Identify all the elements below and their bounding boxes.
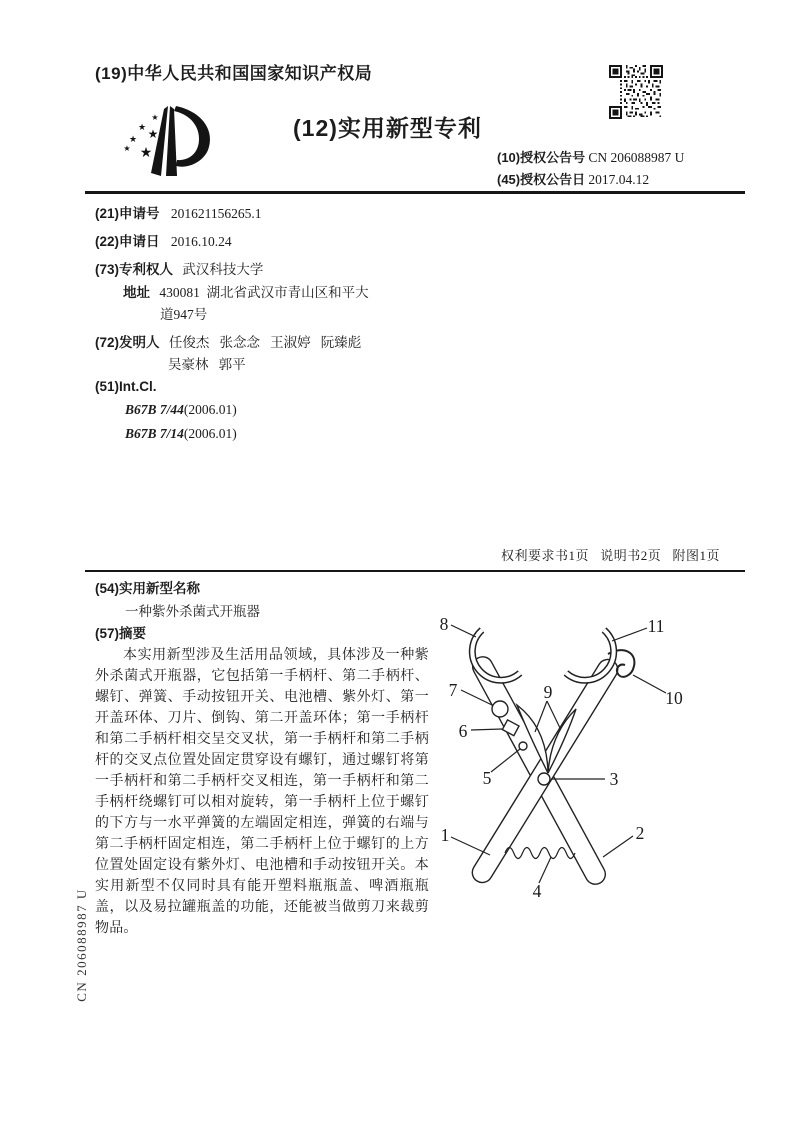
- bottle-opener-drawing: [420, 588, 800, 933]
- application-date-label: (22)申请日: [95, 234, 160, 249]
- figure-label-11: 11: [647, 616, 665, 636]
- figure-label-1: 1: [440, 825, 450, 845]
- utility-model-name: 一种紫外杀菌式开瓶器: [125, 604, 260, 619]
- application-date-value: 2016.10.24: [170, 234, 232, 249]
- address-label: 地址: [123, 285, 150, 300]
- abstract-label: (57)摘要: [95, 626, 147, 641]
- svg-text:★: ★: [128, 134, 138, 144]
- address-row: [123, 281, 369, 301]
- publication-date-label: (45)授权公告日: [497, 172, 586, 187]
- publication-number-value: CN 206088987 U: [588, 150, 685, 165]
- svg-text:★: ★: [147, 127, 159, 141]
- intcl-code-2: B67B 7/14: [125, 426, 184, 441]
- patentee-label: (73)专利权人: [95, 262, 174, 277]
- address-line2: 道947号: [160, 307, 208, 322]
- intcl-version-2: (2006.01): [183, 426, 237, 441]
- publication-number-label: (10)授权公告号: [497, 150, 586, 165]
- application-number-label: (21)申请号: [95, 206, 160, 221]
- inventors-line1: 任俊杰 张念念 王淑婷 阮臻彪: [168, 335, 362, 350]
- cnipa-logo: [118, 95, 236, 195]
- uv-lamp: [492, 701, 508, 717]
- intcl-entry-2: [125, 426, 237, 442]
- figure-label-6: 6: [458, 721, 468, 741]
- svg-text:★: ★: [123, 144, 131, 153]
- intcl-code-1: B67B 7/44: [125, 402, 184, 417]
- figure-label-3: 3: [609, 769, 619, 789]
- inventors-row: [95, 331, 361, 351]
- document-type-title: (12)实用新型专利: [293, 115, 482, 141]
- inventors-label: (72)发明人: [95, 335, 160, 350]
- patent-office-name: (19)中华人民共和国国家知识产权局: [95, 64, 373, 83]
- header-divider: [85, 191, 745, 194]
- figure-label-10: 10: [665, 688, 683, 708]
- spring: [505, 848, 575, 859]
- intcl-version-1: (2006.01): [183, 402, 237, 417]
- patentee-value: 武汉科技大学: [182, 262, 264, 277]
- vertical-document-number: CN 206088987 U: [74, 888, 89, 1002]
- publication-date-row: [497, 169, 649, 188]
- inventors-line2: 吴豪林 郭平: [168, 357, 246, 372]
- qr-code-graphic: [608, 65, 664, 119]
- intcl-entry-1: [125, 402, 237, 418]
- figure-label-5: 5: [482, 768, 492, 788]
- intcl-label: (51)Int.Cl.: [95, 379, 157, 394]
- figure-label-2: 2: [635, 823, 645, 843]
- figure-label-7: 7: [448, 680, 458, 700]
- application-date-row: [95, 230, 232, 250]
- cnipa-logo-graphic: [118, 95, 236, 190]
- qr-code: [608, 65, 664, 124]
- patent-figure: [420, 588, 800, 938]
- svg-text:★: ★: [139, 146, 153, 161]
- figure-label-4: 4: [532, 881, 542, 901]
- pages-summary: 权利要求书1页 说明书2页 附图1页: [500, 548, 720, 563]
- button-switch: [519, 742, 527, 750]
- utility-model-name-label: (54)实用新型名称: [95, 581, 201, 596]
- figure-label-8: 8: [439, 614, 449, 634]
- publication-date-value: 2017.04.12: [588, 172, 650, 187]
- pivot-screw: [538, 773, 550, 785]
- application-number-value: 201621156265.1: [170, 206, 262, 221]
- publication-number-row: [497, 147, 684, 166]
- abstract-text: 本实用新型涉及生活用品领域，具体涉及一种紫外杀菌式开瓶器，它包括第一手柄杆、第二手柄杆、螺钉、弹簧、手动按钮开关、电池槽、紫外灯、第一开盖环体、刀片、倒钩、第二开盖环体；第一手柄杆和第二手柄杆相交呈交叉状，第一手柄杆和第二手柄杆的交叉点位置处固定贯穿设有螺钉，通过螺钉将第一手柄杆和第二手柄杆交叉相连，第一手柄杆和第二手柄杆绕螺钉可以相对旋转，第一手柄杆上位于螺钉的下方与一水平弹簧的左端固定相连，弹簧的右端与第二手柄杆固定相连，第二手柄杆上位于螺钉的上方位置处固定设有紫外灯、电池槽和手动按钮开关。本实用新型不仅同时具有能开塑料瓶瓶盖、啤酒瓶瓶盖，以及易拉罐瓶盖的功能，还能被当做剪刀来裁剪物品。: [95, 648, 429, 936]
- mid-divider: [85, 570, 745, 572]
- figure-label-9: 9: [543, 682, 553, 702]
- svg-text:★: ★: [151, 113, 159, 122]
- svg-text:★: ★: [137, 122, 147, 132]
- application-number-row: [95, 202, 262, 222]
- address-line1: 430081 湖北省武汉市青山区和平大: [159, 285, 369, 300]
- patentee-row: [95, 258, 263, 278]
